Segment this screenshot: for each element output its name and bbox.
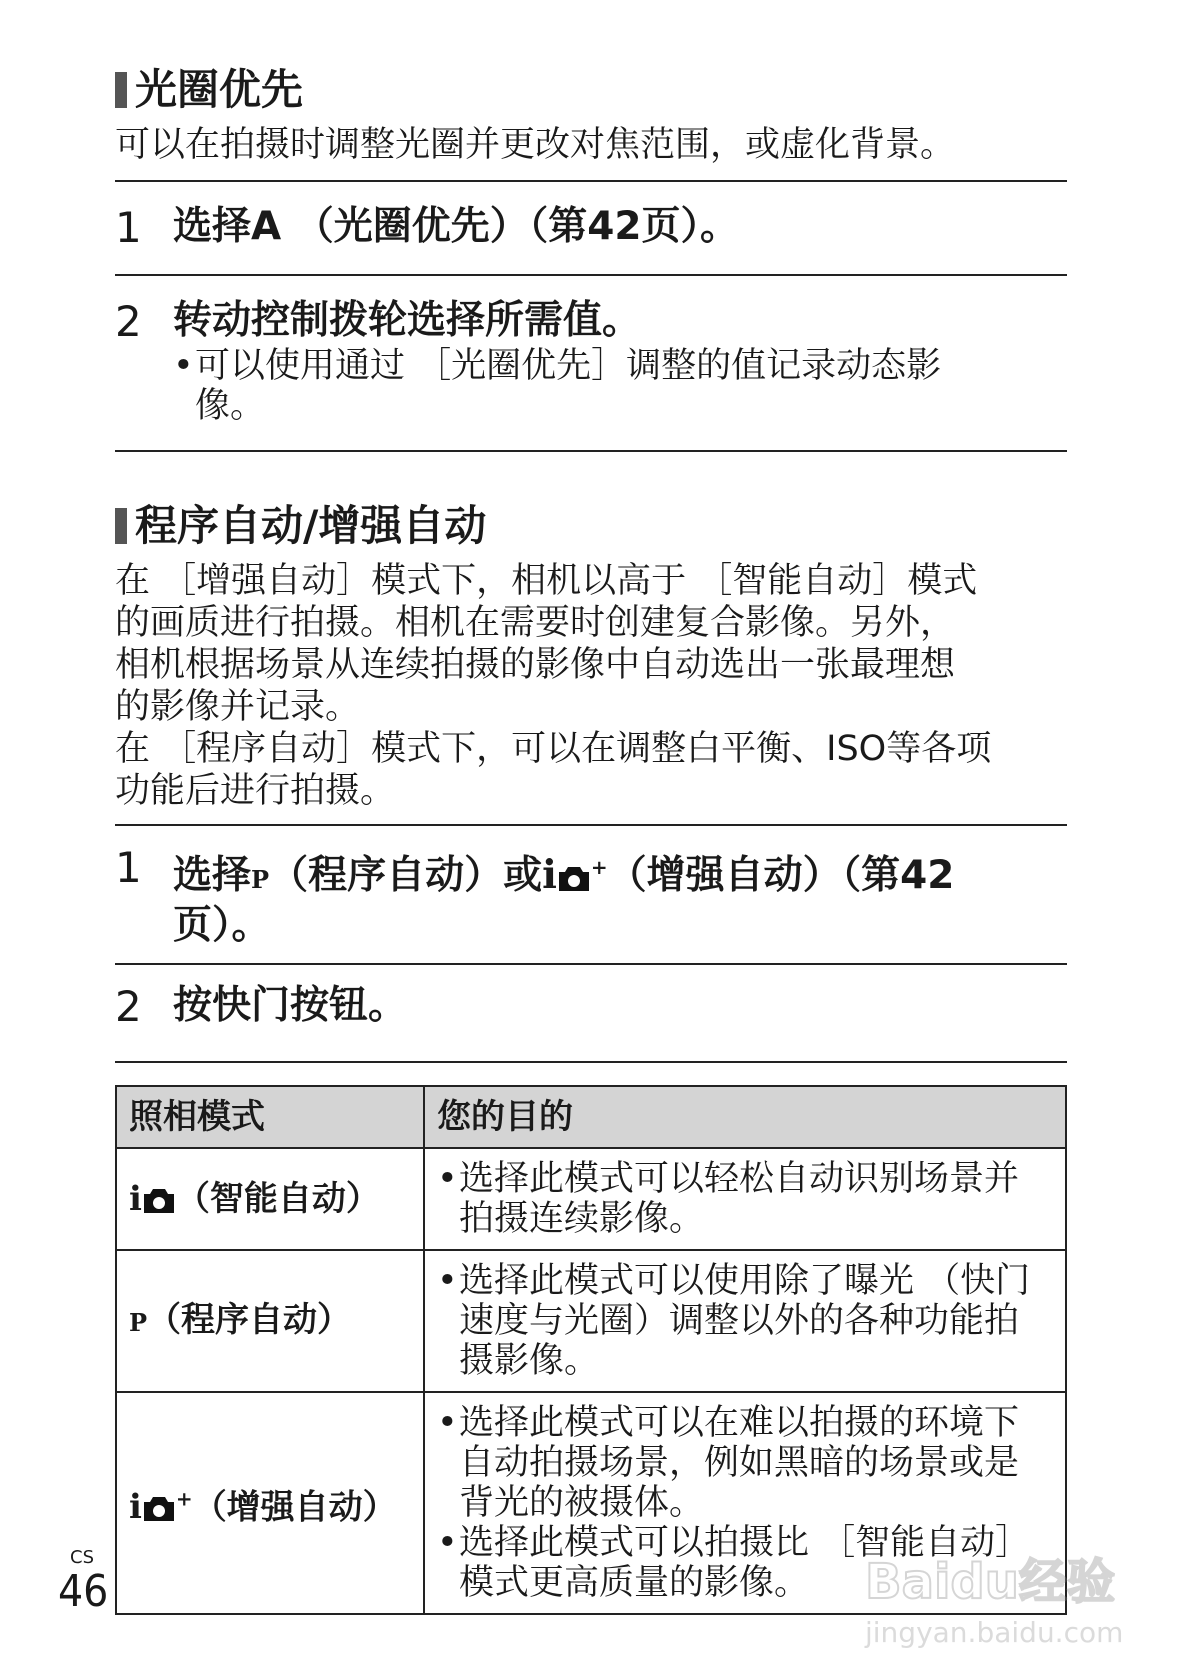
- program-step-1: [115, 844, 1067, 949]
- camera-icon: [142, 1186, 176, 1214]
- camera-icon: [557, 864, 591, 892]
- watermark-url: jingyan.baidu.com: [865, 1616, 1124, 1649]
- divider: [115, 180, 1067, 182]
- table-header: 照相模式: [116, 1086, 424, 1148]
- page-content: [115, 62, 1067, 1063]
- mode-cell: i （智能自动）: [116, 1148, 424, 1250]
- page-number: CS 46: [58, 1547, 109, 1617]
- section-title-program-auto: 程序自动/增强自动: [115, 498, 1067, 554]
- table-row: [116, 1250, 1066, 1392]
- step-bullet: • 可以使用通过 ［光圈优先］调整的值记录动态影像。: [173, 346, 942, 426]
- divider: [115, 274, 1067, 276]
- divider: [115, 1061, 1067, 1063]
- table-row: [116, 1148, 1066, 1250]
- section-marker: [115, 72, 127, 108]
- intro-line: 在 ［程序自动］模式下，可以在调整白平衡、ISO等各项: [115, 729, 992, 769]
- watermark-brand: Baidu经验: [865, 1554, 1115, 1610]
- step-number: 1: [115, 843, 142, 892]
- watermark-logo: [855, 1538, 1135, 1658]
- step-text: 转动控制拨轮选择所需值。: [173, 298, 642, 343]
- divider: [115, 963, 1067, 965]
- purpose-cell: [424, 1148, 1066, 1250]
- step-text: 按快门按钮。: [173, 983, 408, 1028]
- program-auto-intro: [115, 560, 1067, 812]
- program-mode-icon: P: [251, 865, 270, 894]
- table-header-row: [116, 1086, 1066, 1148]
- list-item: • 选择此模式可以拍摄比 ［智能自动］模式更高质量的影像。: [437, 1523, 1031, 1603]
- purpose-cell: [424, 1250, 1066, 1392]
- step-number: 1: [115, 203, 142, 252]
- list-item: • 选择此模式可以轻松自动识别场景并拍摄连续影像。: [437, 1159, 1020, 1239]
- bullet-dot: •: [173, 346, 194, 386]
- camera-icon: [142, 1494, 176, 1522]
- mode-cell: P（程序自动）: [116, 1250, 424, 1392]
- mode-table: [115, 1085, 1067, 1615]
- intro-line: 功能后进行拍摄。: [115, 771, 396, 811]
- step-text: 选择P（程序自动）或i +（增强自动）（第42 页）。: [173, 852, 955, 948]
- aperture-step-2: [115, 298, 1067, 426]
- superior-auto-icon: i +: [129, 1486, 193, 1528]
- mode-cell: i +（增强自动）: [116, 1392, 424, 1614]
- intro-line: 的影像并记录。: [115, 687, 361, 727]
- intro-line: 相机根据场景从连续拍摄的影像中自动选出一张最理想: [115, 645, 956, 685]
- program-mode-icon: P: [129, 1307, 148, 1337]
- section-title-aperture: 光圈优先: [115, 62, 1067, 118]
- step-number: 2: [115, 297, 142, 346]
- intelligent-auto-icon: i: [129, 1179, 176, 1219]
- step-text: 选择A （光圈优先）（第42页）。: [173, 204, 740, 249]
- superior-auto-icon: i +: [542, 852, 608, 898]
- intro-line: 的画质进行拍摄。相机在需要时创建复合影像。另外，: [115, 603, 956, 643]
- divider: [115, 450, 1067, 452]
- table-header: 您的目的: [424, 1086, 1066, 1148]
- step-number: 2: [115, 982, 142, 1031]
- divider: [115, 824, 1067, 826]
- intro-line: 在 ［增强自动］模式下，相机以高于 ［智能自动］模式: [115, 561, 978, 601]
- list-item: • 选择此模式可以在难以拍摄的环境下自动拍摄场景，例如黑暗的场景或是背光的被摄体。: [437, 1403, 1020, 1523]
- aperture-intro: 可以在拍摄时调整光圈并更改对焦范围，或虚化背景。: [115, 125, 956, 165]
- list-item: • 选择此模式可以使用除了曝光 （快门速度与光圈）调整以外的各种功能拍摄影像。: [437, 1261, 1031, 1381]
- program-step-2: [115, 983, 1067, 1031]
- aperture-step-1: [115, 204, 1067, 252]
- section-marker: [115, 508, 127, 544]
